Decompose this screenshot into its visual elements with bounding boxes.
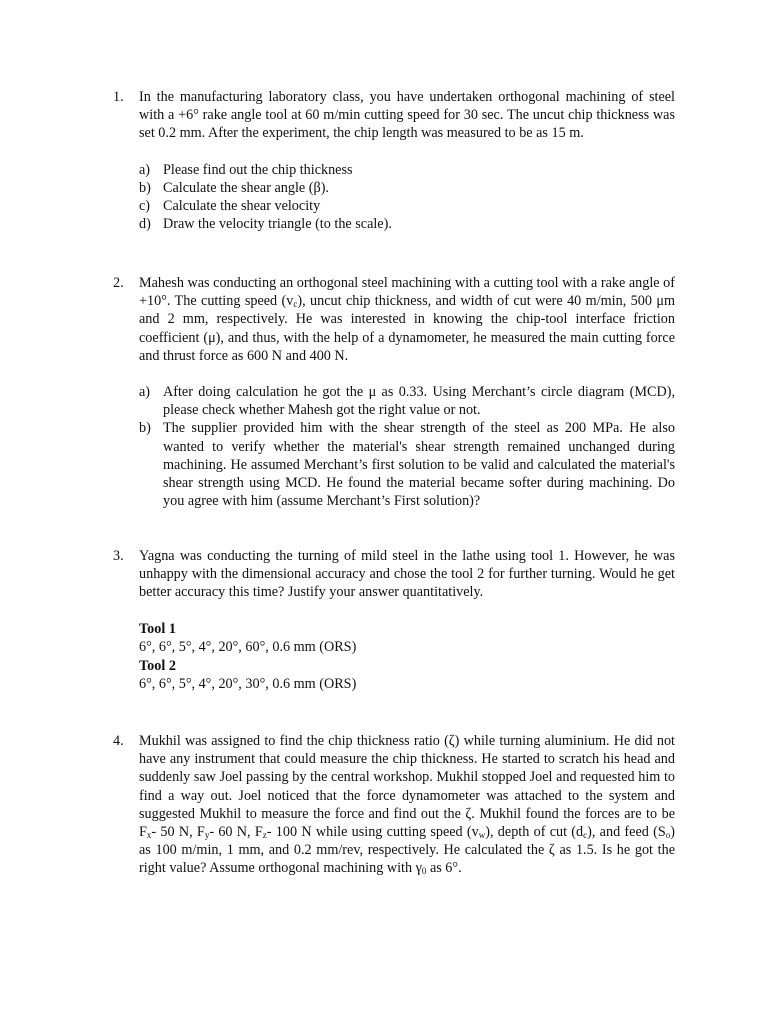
stem-text: - 50 N, F	[151, 824, 205, 841]
subpart-list	[139, 161, 675, 234]
tool-2-values: 6°, 6°, 5°, 4°, 20°, 30°, 0.6 mm (ORS)	[139, 676, 357, 693]
subpart-text: After doing calculation he got the μ as 0.33. Using Merchant’s circle diagram (MCD), please check whether Mahesh got the right value or not.	[163, 384, 675, 419]
subpart-item	[139, 419, 675, 510]
stem-text: ), and feed (S	[587, 824, 666, 841]
subscript: 0	[421, 866, 427, 877]
subpart-label: b)	[139, 179, 151, 196]
subpart-text: Calculate the shear angle (β).	[163, 179, 329, 196]
subpart-label: c)	[139, 198, 151, 215]
subpart-label: d)	[139, 216, 151, 233]
stem-text: - 100 N while using cutting speed (v	[266, 824, 479, 841]
question-body	[139, 732, 675, 878]
stem-text: ), depth of cut (d	[485, 824, 584, 841]
subpart-text: The supplier provided him with the shear strength of the steel as 200 MPa. He also wanted to verify whether the material's shear strength remained unchanged during machining. He assumed Merchant’s first solution to be valid and calculated the material's shear strength using MCD. He found the material became softer during machining. Do you agree with him (assume Merchant’s First solution)?	[163, 420, 675, 510]
question-number: 3.	[113, 548, 124, 564]
subpart-item	[139, 197, 675, 215]
question-stem: Yagna was conducting the turning of mild steel in the lathe using tool 1. However, he was unhappy with the dimensional accuracy and chose the tool 2 for further turning. Would he get better accuracy this time? Justify your answer quantitatively.	[139, 548, 675, 601]
subpart-item	[139, 215, 675, 233]
question-number: 4.	[113, 733, 124, 749]
question-number: 1.	[113, 89, 124, 105]
subscript: z	[262, 830, 267, 841]
subscript: y	[204, 830, 210, 841]
question-stem	[139, 274, 675, 365]
tool-2-title: Tool 2	[139, 658, 176, 675]
subpart-item	[139, 161, 675, 179]
subscript: c	[293, 299, 298, 310]
stem-text: as 6°.	[426, 860, 462, 877]
subpart-label: a)	[139, 384, 151, 401]
question-body	[139, 274, 675, 510]
question-body	[139, 547, 675, 693]
subscript: o	[665, 830, 671, 841]
tool-specs	[139, 620, 675, 694]
question-4	[113, 732, 675, 878]
stem-text: ), uncut chip thickness, and width of cut were 40 m/min, 500 μm and 2 mm, respectively. He was interested in knowing the chip-tool interface friction coefficient (μ), and thus, with the help of a dynamometer, he measured the main cutting force and thrust force as 600 N and 400 N.	[139, 293, 675, 364]
question-2	[113, 274, 675, 510]
tool-1-values: 6°, 6°, 5°, 4°, 20°, 60°, 0.6 mm (ORS)	[139, 638, 357, 655]
subpart-text: Draw the velocity triangle (to the scale).	[163, 216, 392, 233]
subscript: w	[478, 830, 486, 841]
subpart-label: b)	[139, 420, 151, 437]
subscript: c	[583, 830, 588, 841]
tool-1-title: Tool 1	[139, 620, 176, 637]
subpart-item	[139, 179, 675, 197]
question-body	[139, 88, 675, 233]
stem-text: Mahesh was conducting an orthogonal steel machining with a cutting tool with a rake angle of +10°. The cutting speed (v	[139, 275, 675, 310]
question-stem	[139, 732, 675, 878]
subscript: x	[146, 830, 152, 841]
subpart-label: a)	[139, 161, 151, 178]
subpart-text: Please find out the chip thickness	[163, 161, 353, 178]
question-number: 2.	[113, 275, 124, 291]
subpart-item	[139, 383, 675, 419]
stem-text: ) as 100 m/min, 1 mm, and 0.2 mm/rev, respectively. He calculated the ζ as 1.5. Is he got the right value? Assume orthogonal machining with γ	[139, 824, 675, 877]
question-1	[113, 88, 675, 233]
subpart-list	[139, 383, 675, 510]
question-stem: In the manufacturing laboratory class, you have undertaken orthogonal machining of steel with a +6° rake angle tool at 60 m/min cutting speed for 30 sec. The uncut chip thickness was set 0.2 mm. After the experiment, the chip length was measured to be as 15 m.	[139, 89, 675, 142]
question-3	[113, 547, 675, 694]
stem-text: - 60 N, F	[209, 824, 263, 841]
stem-text: Mukhil was assigned to find the chip thickness ratio (ζ) while turning aluminium. He did not have any instrument that could measure the chip thickness. He started to scratch his head and suddenly saw Joel passing by the central workshop. Mukhil stopped Joel and requested him to find a way out. Joel noticed that the force dynamometer was attached to the system and suggested Mukhil to measure the force and find out the ζ. Mukhil found the forces are to be F	[139, 733, 675, 841]
subpart-text: Calculate the shear velocity	[163, 198, 321, 215]
